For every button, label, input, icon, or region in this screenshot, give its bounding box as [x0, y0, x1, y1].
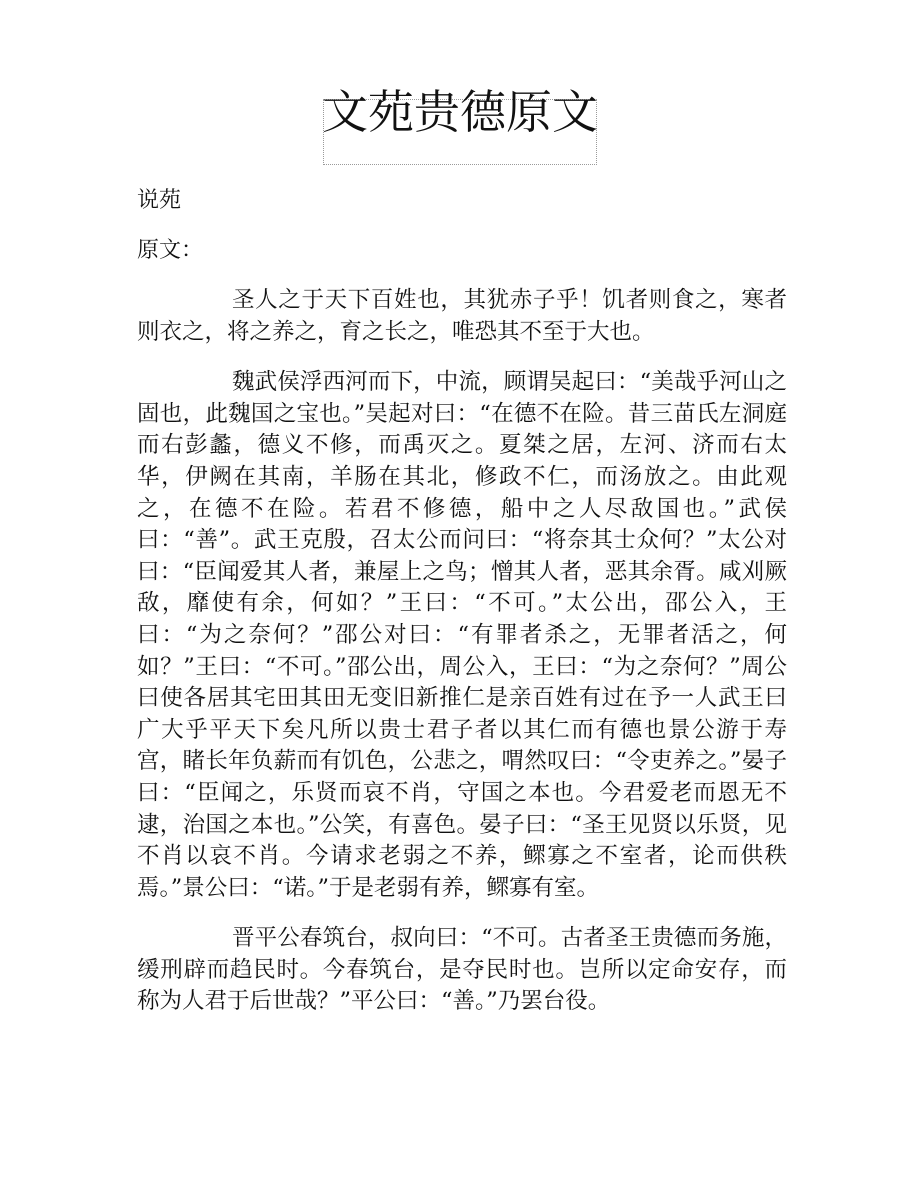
paragraph-2: 魏武侯浮西河而下，中流，顾谓吴起曰：“美哉乎河山之固也，此魏国之宝也。”吴起对曰：“在德不在险。昔三苗氏左洞庭而右彭蠡，德义不修，而禹灭之。夏桀之居，左河、济而右太华，伊阙在其南，羊肠在其北，修政不仁，而汤放之。由此观之，在德不在险。若君不修德，船中之人尽敌国也。”武侯曰：“善”。武王克殷，召太公而问曰：“将奈其士众何？”太公对曰：“臣闻爱其人者，兼屋上之鸟；憎其人者，恶其余胥。咸刈厥敌，靡使有余，何如？”王曰：“不可。”太公出，邵公入，王曰：“为之奈何？”邵公对曰：“有罪者杀之，无罪者活之，何如？”王曰：“不可。”邵公出，周公入，王曰：“为之奈何？”周公曰使各居其宅田其田无变旧新推仁是亲百姓有过在予一人武王曰广大乎平天下矣凡所以贵士君子者以其仁而有德也景公游于寿宫，睹长年负薪而有饥色，公悲之，喟然叹曰：“令吏养之。”晏子曰：“臣闻之，乐贤而哀不肖，守国之本也。今君爱老而恩无不逮，治国之本也。”公笑，有喜色。晏子曰：“圣王见贤以乐贤，见不肖以哀不肖。今请求老弱之不养，鳏寡之不室者，论而供秩焉。”景公曰：“诺。”于是老弱有养，鳏寡有室。	[137, 369, 787, 901]
paragraph-3: 晋平公春筑台，叔向曰：“不可。古者圣王贵德而务施，缓刑辟而趋民时。今春筑台，是夺民时也。岂所以定命安存，而称为人君于后世哉？”平公曰：“善。”乃罢台役。	[137, 925, 787, 1015]
paragraph-1: 圣人之于天下百姓也，其犹赤子乎！饥者则食之，寒者则衣之，将之养之，育之长之，唯恐其不至于大也。	[137, 287, 787, 345]
body-text	[137, 285, 787, 1037]
original-text-label: 原文：	[137, 238, 204, 263]
document-title: 文苑贵德原文	[322, 85, 598, 139]
source-heading: 说苑	[137, 188, 182, 213]
